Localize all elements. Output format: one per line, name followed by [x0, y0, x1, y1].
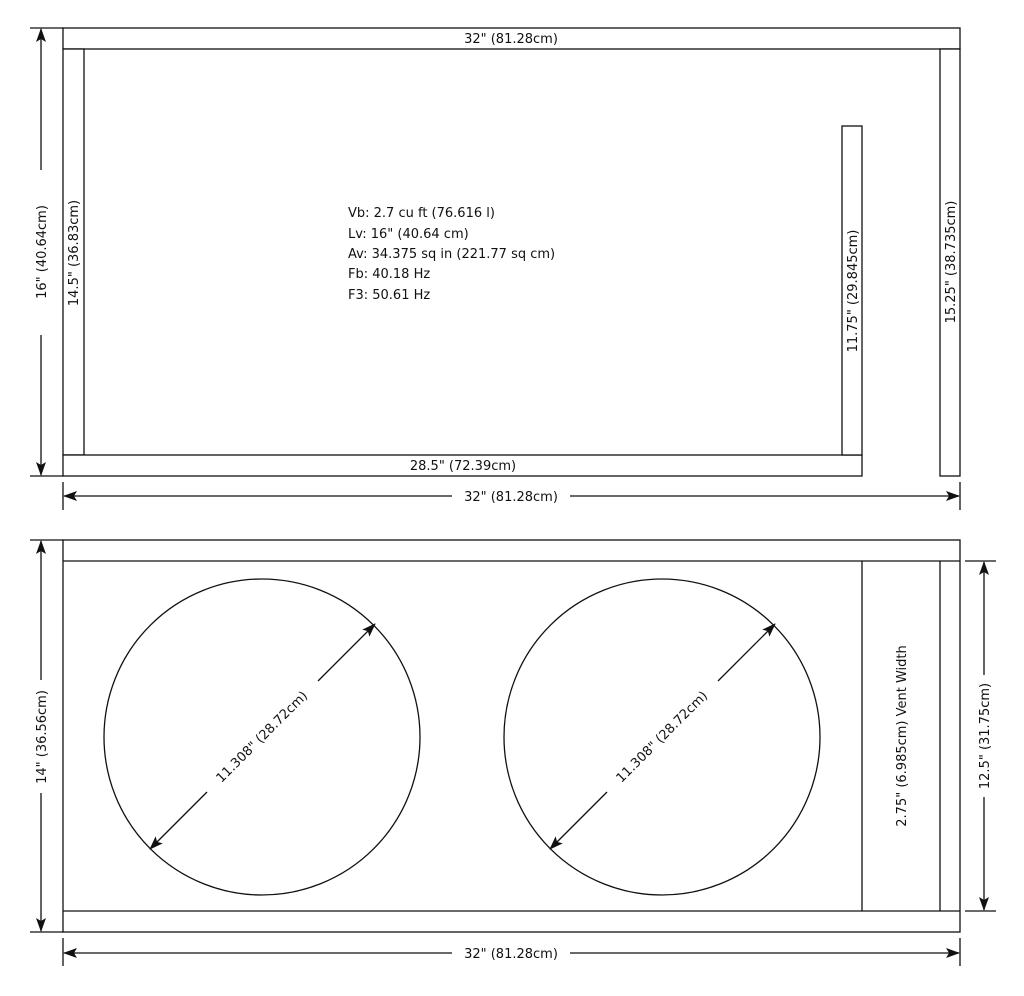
- top-height-label: 16" (40.64cm): [35, 205, 50, 299]
- right-panel-label: 15.25" (38.735cm): [944, 200, 959, 324]
- front-height-dimension: [30, 540, 63, 932]
- vent-panel-label: 11.75" (29.845cm): [846, 229, 861, 353]
- spec-lv: Lv: 16" (40.64 cm): [348, 227, 469, 242]
- right-cutout-label: 11.308" (28.72cm): [613, 688, 712, 787]
- top-width-label: 32" (81.28cm): [464, 490, 558, 505]
- front-width-label: 32" (81.28cm): [464, 947, 558, 962]
- front-height-label: 14" (36.56cm): [35, 690, 50, 784]
- front-width-dimension: [63, 938, 960, 966]
- front-inner-height-label: 12.5" (31.75cm): [978, 682, 993, 790]
- spec-av: Av: 34.375 sq in (221.77 sq cm): [348, 247, 556, 262]
- bottom-panel-label: 28.5" (72.39cm): [409, 459, 517, 474]
- top-width-dimension: [63, 482, 960, 510]
- spec-f3: F3: 50.61 Hz: [348, 288, 431, 303]
- spec-fb: Fb: 40.18 Hz: [348, 267, 431, 282]
- front-outer-box: [63, 540, 960, 932]
- vent-width-label: 2.75" (6.985cm) Vent Width: [895, 645, 910, 827]
- top-height-dimension: [30, 28, 63, 476]
- spec-vb: Vb: 2.7 cu ft (76.616 l): [348, 206, 495, 221]
- left-cutout-label: 11.308" (28.72cm): [213, 688, 312, 787]
- front-inner-height-dimension: [965, 561, 996, 911]
- front-view: [30, 540, 996, 966]
- top-panel-label: 32" (81.28cm): [464, 32, 558, 47]
- enclosure-specs: [348, 206, 555, 303]
- top-view: [30, 28, 960, 510]
- left-panel-label: 14.5" (36.83cm): [67, 199, 82, 307]
